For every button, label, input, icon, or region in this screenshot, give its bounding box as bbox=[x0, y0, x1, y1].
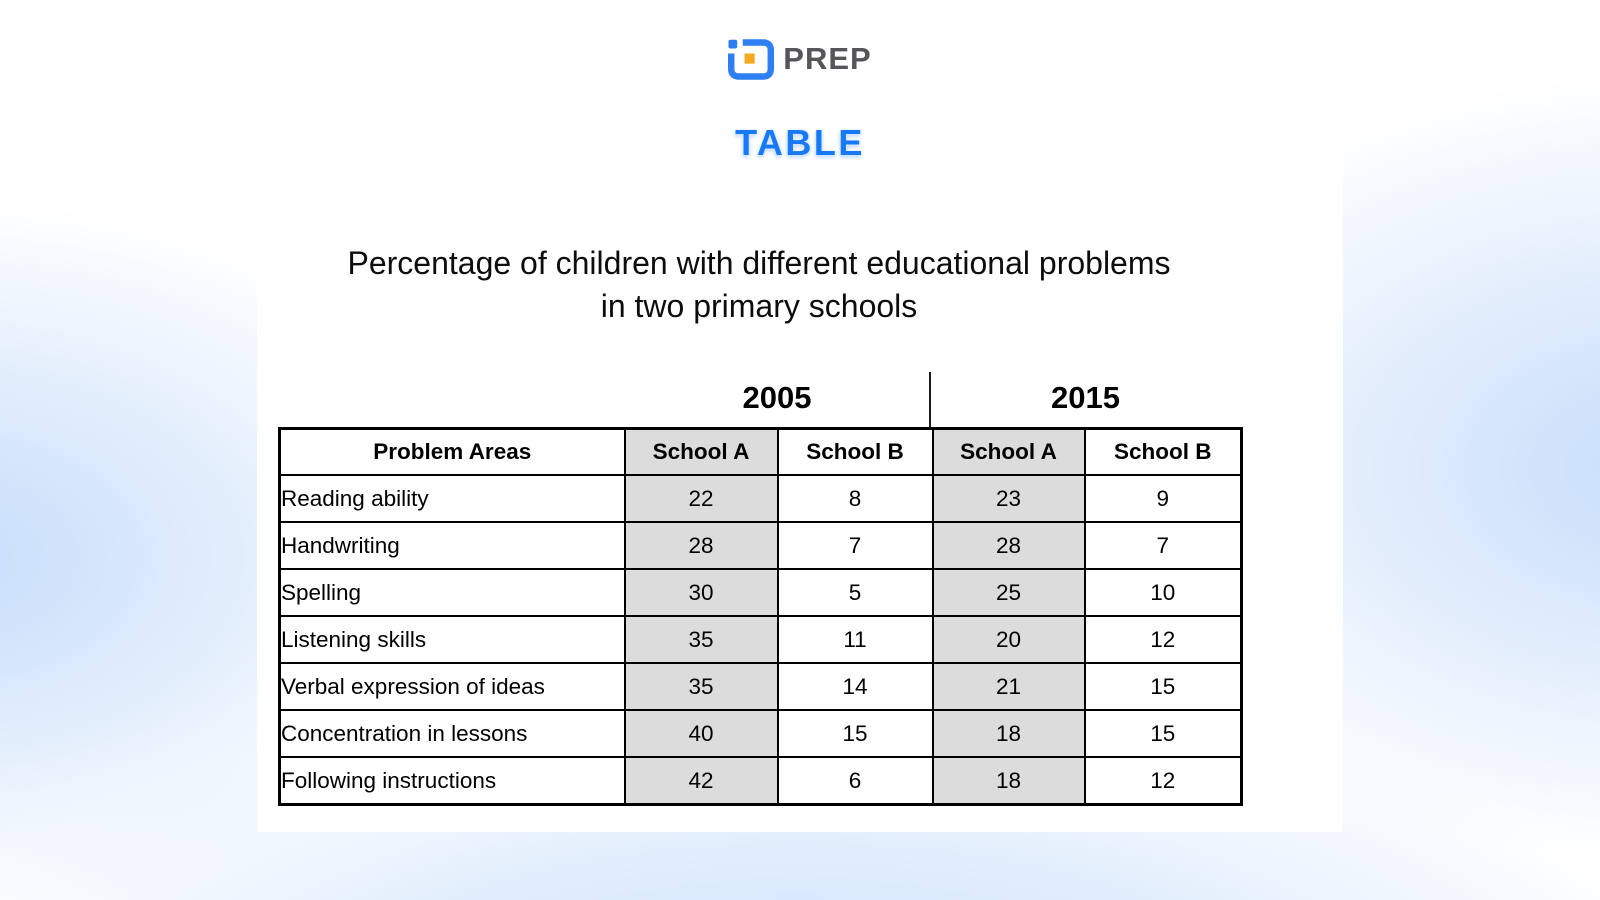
table-row bbox=[280, 522, 1242, 569]
col-header-2005-school-b: School B bbox=[778, 429, 933, 476]
chart-title-line2: in two primary schools bbox=[600, 288, 918, 324]
page-heading: TABLE bbox=[735, 122, 865, 163]
cell-value: 6 bbox=[778, 757, 933, 805]
table-row bbox=[280, 663, 1242, 710]
cell-value: 28 bbox=[933, 522, 1085, 569]
cell-value: 20 bbox=[933, 616, 1085, 663]
cell-value: 12 bbox=[1085, 616, 1242, 663]
col-header-problem-areas: Problem Areas bbox=[280, 429, 625, 476]
cell-value: 12 bbox=[1085, 757, 1242, 805]
table-row bbox=[280, 569, 1242, 616]
cell-value: 18 bbox=[933, 710, 1085, 757]
cell-value: 22 bbox=[625, 475, 778, 522]
cell-value: 30 bbox=[625, 569, 778, 616]
chart-title bbox=[278, 242, 1240, 328]
row-label: Listening skills bbox=[280, 616, 625, 663]
cell-value: 7 bbox=[1085, 522, 1242, 569]
table-row bbox=[280, 710, 1242, 757]
prep-logo-icon bbox=[728, 39, 774, 80]
year-label-2005: 2005 bbox=[742, 380, 812, 415]
cell-value: 7 bbox=[778, 522, 933, 569]
logo-text: PREP bbox=[783, 41, 872, 76]
problems-table bbox=[278, 427, 1243, 806]
table-row bbox=[280, 475, 1242, 522]
chart-title-line1: Percentage of children with different educational problems bbox=[347, 245, 1171, 281]
cell-value: 42 bbox=[625, 757, 778, 805]
cell-value: 8 bbox=[778, 475, 933, 522]
year-group-header bbox=[278, 376, 1240, 427]
table-row bbox=[280, 757, 1242, 805]
cell-value: 11 bbox=[778, 616, 933, 663]
row-label: Handwriting bbox=[280, 522, 625, 569]
row-label: Reading ability bbox=[280, 475, 625, 522]
col-header-2005-school-a: School A bbox=[625, 429, 778, 476]
cell-value: 21 bbox=[933, 663, 1085, 710]
table-header-row bbox=[280, 429, 1242, 476]
cell-value: 28 bbox=[625, 522, 778, 569]
row-label: Verbal expression of ideas bbox=[280, 663, 625, 710]
table-row bbox=[280, 616, 1242, 663]
cell-value: 25 bbox=[933, 569, 1085, 616]
logo bbox=[257, 33, 1343, 85]
cell-value: 15 bbox=[778, 710, 933, 757]
cell-value: 35 bbox=[625, 616, 778, 663]
cell-value: 15 bbox=[1085, 663, 1242, 710]
row-label: Concentration in lessons bbox=[280, 710, 625, 757]
year-label-2015: 2015 bbox=[1051, 380, 1120, 415]
cell-value: 40 bbox=[625, 710, 778, 757]
cell-value: 23 bbox=[933, 475, 1085, 522]
cell-value: 35 bbox=[625, 663, 778, 710]
col-header-2015-school-b: School B bbox=[1085, 429, 1242, 476]
cell-value: 9 bbox=[1085, 475, 1242, 522]
cell-value: 10 bbox=[1085, 569, 1242, 616]
cell-value: 14 bbox=[778, 663, 933, 710]
cell-value: 5 bbox=[778, 569, 933, 616]
col-header-2015-school-a: School A bbox=[933, 429, 1085, 476]
row-label: Spelling bbox=[280, 569, 625, 616]
cell-value: 15 bbox=[1085, 710, 1242, 757]
cell-value: 18 bbox=[933, 757, 1085, 805]
row-label: Following instructions bbox=[280, 757, 625, 805]
